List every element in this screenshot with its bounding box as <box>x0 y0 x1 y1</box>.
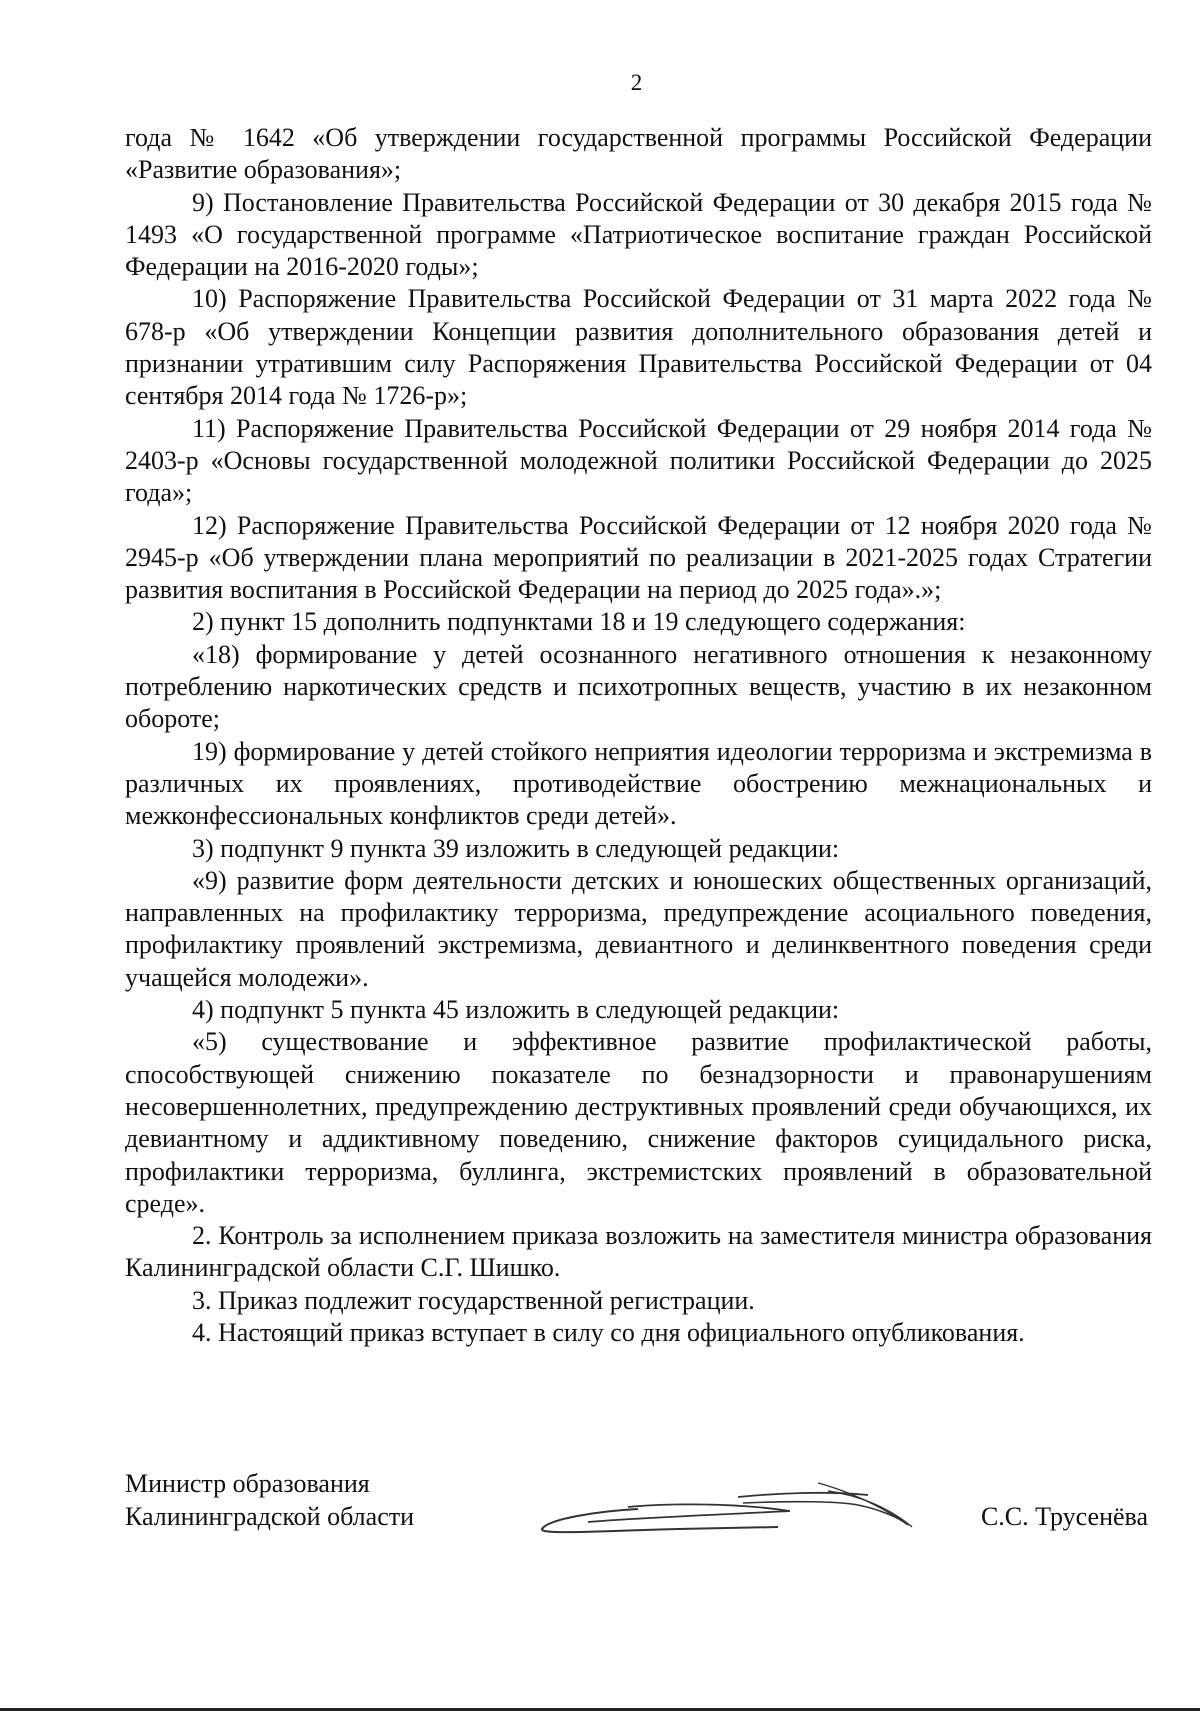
paragraph: «9) развитие форм деятельности детских и юношеских общественных организаций, направленных на профилактику терроризма, предупреждение асоциального поведения, профилактику проявлений экстремизма, девиантного и делинквентного поведения среди учащейся молодежи». <box>125 865 1152 992</box>
paragraph: 11) Распоряжение Правительства Российской Федерации от 29 ноября 2014 года № 2403-р «Основы государственной молодежной политики Российской Федерации до 2025 года»; <box>125 413 1152 508</box>
paragraph: 19) формирование у детей стойкого неприятия идеологии терроризма и экстремизма в различных их проявлениях, противодействие обострению межнациональных и межконфессиональных конфликтов среди детей». <box>125 736 1152 831</box>
handwritten-signature-icon <box>528 1467 958 1537</box>
paragraph: года № 1642 «Об утверждении государственной программы Российской Федерации «Развитие образования»; <box>125 123 1152 185</box>
paragraph: 3. Приказ подлежит государственной регистрации. <box>192 1285 755 1315</box>
signatory-title-line: Калининградской области <box>125 1502 415 1531</box>
document-body <box>125 122 1152 1349</box>
signatory-title-line: Министр образования <box>125 1469 370 1498</box>
paragraph: 2) пункт 15 дополнить подпунктами 18 и 19 следующего содержания: <box>192 607 966 637</box>
paragraph: «5) существование и эффективное развитие профилактической работы, способствующей снижению показателе по безнадзорности и правонарушениям несовершеннолетних, предупреждению деструктивных проявлений среди обучающихся, их девиантному и аддиктивному поведению, снижение факторов суицидального риска, профилактики терроризма, буллинга, экстремистских проявлений в образовательной среде». <box>125 1027 1152 1218</box>
page-number: 2 <box>630 70 643 95</box>
signature-block <box>125 1467 1152 1547</box>
paragraph: 9) Постановление Правительства Российской Федерации от 30 декабря 2015 года № 1493 «О государственной программе «Патриотическое воспитание граждан Российской Федерации на 2016-2020 годы»; <box>125 187 1152 282</box>
paragraph: 12) Распоряжение Правительства Российской Федерации от 12 ноября 2020 года № 2945-р «Об утверждении плана мероприятий по реализации в 2021-2025 годах Стратегии развития воспитания в Российской Федерации на период до 2025 года».»; <box>125 510 1152 605</box>
paragraph: 2. Контроль за исполнением приказа возложить на заместителя министра образования Калининградской области С.Г. Шишко. <box>125 1221 1152 1283</box>
paragraph: 10) Распоряжение Правительства Российской Федерации от 31 марта 2022 года № 678-р «Об утверждении Концепции развития дополнительного образования детей и признании утратившим силу Распоряжения Правительства Российской Федерации от 04 сентября 2014 года № 1726-р»; <box>125 284 1152 411</box>
paragraph: 3) подпункт 9 пункта 39 изложить в следующей редакции: <box>192 833 840 863</box>
signatory-title <box>125 1467 414 1533</box>
signatory-name: С.С. Трусенёва <box>980 1502 1148 1531</box>
paragraph: 4) подпункт 5 пункта 45 изложить в следующей редакции: <box>192 995 840 1025</box>
paragraph: «18) формирование у детей осознанного негативного отношения к незаконному потреблению наркотических средств и психотропных веществ, участию в их незаконном обороте; <box>125 639 1152 734</box>
paragraph: 4. Настоящий приказ вступает в силу со дня официального опубликования. <box>192 1317 1025 1347</box>
